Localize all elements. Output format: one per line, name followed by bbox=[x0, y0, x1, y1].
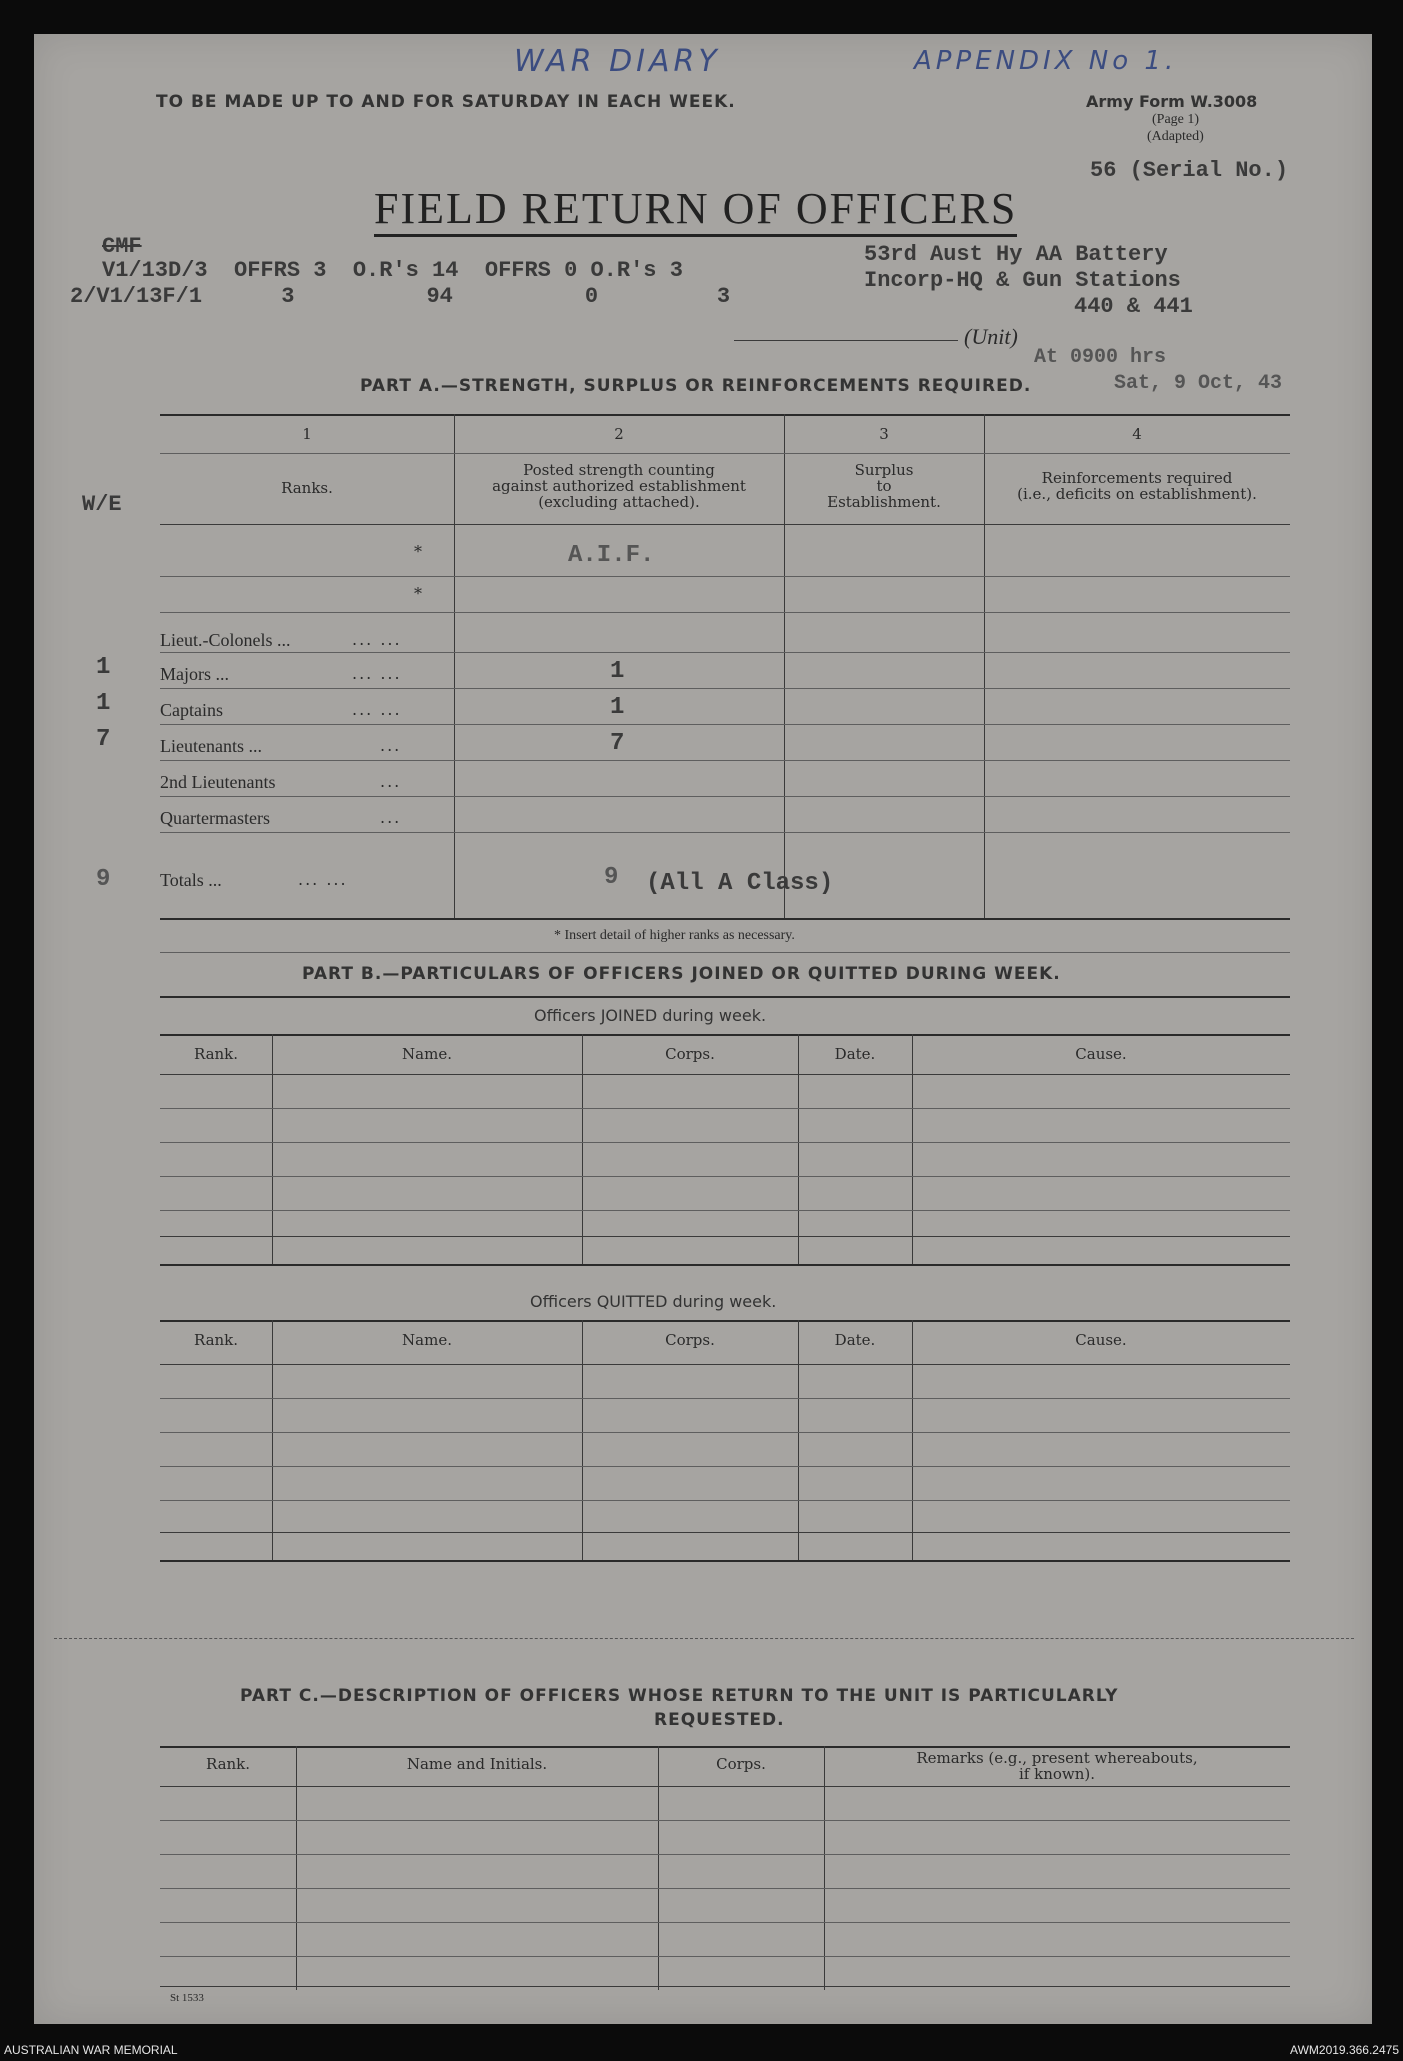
rank-majors: Majors ... bbox=[160, 664, 229, 684]
col-surplus-header-line-3: Establishment. bbox=[827, 493, 941, 511]
col-posted-header-line-1: Posted strength counting bbox=[523, 461, 715, 479]
dots: ... ... bbox=[352, 700, 402, 719]
cmf-code: CMF bbox=[102, 234, 142, 259]
part-c-heading-line-2: REQUESTED. bbox=[654, 1710, 785, 1730]
col-reinf-header-line-2: (i.e., deficits on establishment). bbox=[1017, 485, 1257, 503]
part-b-heading: PART B.—PARTICULARS OF OFFICERS JOINED OR QUITTED DURING WEEK. bbox=[302, 964, 1061, 984]
quitted-col-date: Date. bbox=[834, 1331, 876, 1349]
posted-totals: 9 bbox=[604, 864, 619, 891]
part-a-footnote: * Insert detail of higher ranks as necessary. bbox=[554, 928, 795, 943]
dots: ... ... bbox=[352, 664, 402, 683]
posted-majors: 1 bbox=[610, 658, 625, 685]
print-code: St 1533 bbox=[170, 1992, 204, 2004]
dots: ... bbox=[380, 772, 402, 791]
col-ranks-header: Ranks. bbox=[281, 479, 333, 497]
page-title: FIELD RETURN OF OFFICERS bbox=[374, 184, 1017, 237]
posted-lieutenants: 7 bbox=[610, 730, 625, 757]
col-4-number: 4 bbox=[1132, 425, 1142, 443]
date-stamp: Sat, 9 Oct, 43 bbox=[1114, 372, 1283, 395]
unit-label: (Unit) bbox=[964, 324, 1018, 349]
star-marker-1: * bbox=[414, 542, 422, 561]
adapted-label: (Adapted) bbox=[1147, 129, 1204, 144]
totals-label: Totals ... bbox=[160, 870, 222, 890]
part-a-top-rule bbox=[160, 414, 1290, 416]
totals-class-note: (All A Class) bbox=[646, 870, 834, 897]
col-3-number: 3 bbox=[879, 425, 889, 443]
perforation-line bbox=[54, 1638, 1354, 1639]
part-c-col-remarks-line-2: if known). bbox=[1018, 1765, 1096, 1783]
col-1-number: 1 bbox=[302, 425, 312, 443]
we-captains: 1 bbox=[96, 690, 111, 717]
quitted-col-rank: Rank. bbox=[193, 1331, 239, 1349]
aif-stamp: A.I.F. bbox=[568, 542, 655, 569]
col-posted-header-line-3: (excluding attached). bbox=[538, 493, 700, 511]
joined-col-cause: Cause. bbox=[1075, 1045, 1127, 1063]
part-a-heading: PART A.—STRENGTH, SURPLUS OR REINFORCEMENTS REQUIRED. bbox=[360, 376, 1032, 396]
unit-strength-line-1: V1/13D/3 OFFRS 3 O.R's 14 OFFRS 0 O.R's 3 bbox=[102, 258, 683, 283]
unit-name-line-2: Incorp-HQ & Gun Stations bbox=[864, 268, 1181, 293]
we-label: W/E bbox=[82, 492, 122, 517]
rank-2nd-lieutenants: 2nd Lieutenants bbox=[160, 772, 276, 792]
form-sheet bbox=[34, 34, 1372, 2024]
dots: ... bbox=[380, 808, 402, 827]
joined-title: Officers JOINED during week. bbox=[534, 1006, 767, 1025]
joined-col-corps: Corps. bbox=[665, 1045, 715, 1063]
caption-left: AUSTRALIAN WAR MEMORIAL bbox=[4, 2043, 178, 2057]
instruction-text: TO BE MADE UP TO AND FOR SATURDAY IN EACH WEEK. bbox=[156, 92, 736, 112]
rank-captains: Captains bbox=[160, 700, 223, 720]
unit-name-line-3: 440 & 441 bbox=[1074, 294, 1193, 319]
rank-quartermasters: Quartermasters bbox=[160, 808, 270, 828]
quitted-col-cause: Cause. bbox=[1075, 1331, 1127, 1349]
col-posted-header-line-2: against authorized establishment bbox=[492, 477, 746, 495]
quitted-col-name: Name. bbox=[402, 1331, 452, 1349]
rank-lieut-colonels: Lieut.-Colonels ... bbox=[160, 630, 291, 650]
handwritten-appendix: APPENDIX No 1. bbox=[914, 46, 1178, 76]
col-surplus-header-line-2: to bbox=[876, 477, 892, 495]
star-marker-2: * bbox=[414, 584, 422, 603]
joined-col-date: Date. bbox=[834, 1045, 876, 1063]
col-surplus-header-line-1: Surplus bbox=[854, 461, 914, 479]
col-reinf-header-line-1: Reinforcements required bbox=[1041, 469, 1233, 487]
caption-right: AWM2019.366.2475 bbox=[1290, 2043, 1399, 2057]
posted-captains: 1 bbox=[610, 694, 625, 721]
part-c-heading-line-1: PART C.—DESCRIPTION OF OFFICERS WHOSE RETURN TO THE UNIT IS PARTICULARLY bbox=[240, 1686, 1119, 1706]
joined-col-rank: Rank. bbox=[193, 1045, 239, 1063]
part-c-col-corps: Corps. bbox=[716, 1755, 766, 1773]
joined-col-name: Name. bbox=[402, 1045, 452, 1063]
col-2-number: 2 bbox=[614, 425, 624, 443]
unit-underline bbox=[734, 340, 958, 341]
form-number: Army Form W.3008 bbox=[1086, 92, 1258, 111]
part-c-col-remarks-line-1: Remarks (e.g., present whereabouts, bbox=[916, 1749, 1198, 1767]
we-totals: 9 bbox=[96, 866, 111, 893]
time-stamp: At 0900 hrs bbox=[1034, 346, 1167, 369]
quitted-title: Officers QUITTED during week. bbox=[530, 1292, 777, 1311]
quitted-col-corps: Corps. bbox=[665, 1331, 715, 1349]
handwritten-war-diary: WAR DIARY bbox=[514, 44, 721, 79]
dots: ... bbox=[380, 736, 402, 755]
we-majors: 1 bbox=[96, 654, 111, 681]
part-c-col-rank: Rank. bbox=[205, 1755, 251, 1773]
unit-strength-line-2: 2/V1/13F/1 3 94 0 3 bbox=[70, 284, 731, 309]
unit-name-line-1: 53rd Aust Hy AA Battery bbox=[864, 242, 1168, 267]
rank-lieutenants: Lieutenants ... bbox=[160, 736, 262, 756]
caption-bar bbox=[0, 2040, 1403, 2061]
page-indicator: (Page 1) bbox=[1152, 112, 1200, 127]
we-lieutenants: 7 bbox=[96, 726, 111, 753]
dots: ... ... bbox=[298, 870, 348, 889]
serial-number: 56 (Serial No.) bbox=[1090, 158, 1289, 183]
dots: ... ... bbox=[352, 630, 402, 649]
part-c-col-name: Name and Initials. bbox=[406, 1755, 548, 1773]
